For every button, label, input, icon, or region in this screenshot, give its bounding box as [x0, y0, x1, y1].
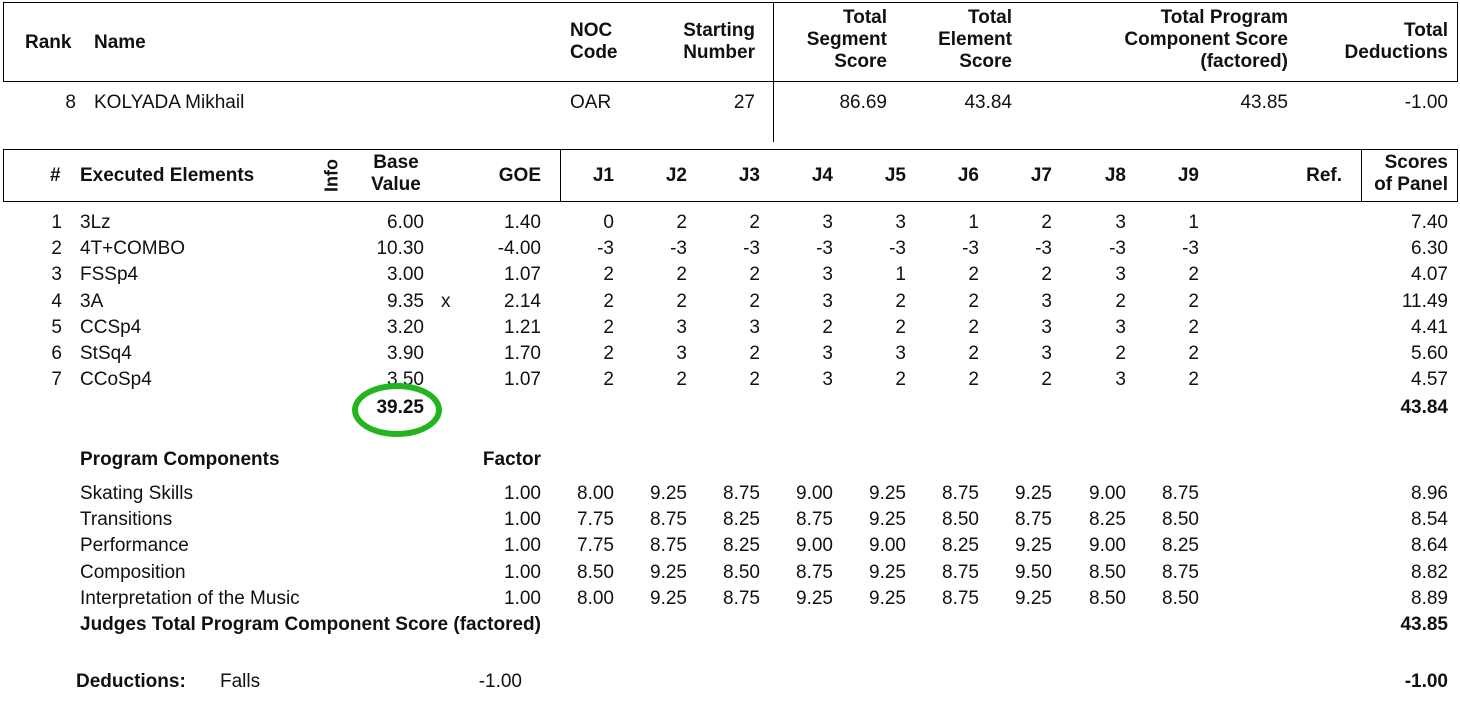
component-judge-score: 7.75 [577, 535, 614, 556]
component-panel-score: 8.54 [1411, 509, 1448, 530]
element-name: CCoSp4 [80, 369, 152, 390]
header-total-element-score: Total Element Score [938, 7, 1012, 72]
element-judge-score: 2 [1041, 264, 1052, 285]
element-judge-score: 2 [603, 343, 614, 364]
component-judge-score: 7.75 [577, 509, 614, 530]
element-judge-score: 3 [1041, 291, 1052, 312]
component-judge-score: 9.00 [1089, 535, 1126, 556]
component-name: Interpretation of the Music [80, 588, 300, 609]
header-judge-3: J3 [738, 165, 760, 186]
element-judge-score: 2 [822, 317, 833, 338]
element-judge-score: -3 [962, 238, 979, 259]
element-base-value: 3.90 [387, 343, 424, 364]
component-judge-score: 8.25 [723, 509, 760, 530]
element-judge-score: 2 [1188, 291, 1199, 312]
element-judge-score: 2 [1115, 343, 1126, 364]
element-goe: 1.07 [504, 369, 541, 390]
header-goe: GOE [498, 165, 541, 186]
element-judge-score: 2 [968, 343, 979, 364]
factor-heading: Factor [482, 449, 541, 470]
element-judge-score: 3 [895, 212, 906, 233]
element-judge-score: -3 [1109, 238, 1126, 259]
component-judge-score: 9.25 [869, 588, 906, 609]
component-judge-score: 9.25 [1015, 483, 1052, 504]
component-judge-score: 8.75 [1015, 509, 1052, 530]
component-judge-score: 8.50 [1162, 588, 1199, 609]
skater-name: KOLYADA Mikhail [94, 92, 245, 113]
component-judge-score: 8.25 [1162, 535, 1199, 556]
element-judge-score: 2 [676, 291, 687, 312]
component-panel-score: 8.96 [1411, 483, 1448, 504]
element-base-value: 6.00 [387, 212, 424, 233]
element-judge-score: 2 [968, 264, 979, 285]
element-judge-score: 2 [749, 291, 760, 312]
element-base-value: 10.30 [376, 238, 424, 259]
header-judge-7: J7 [1030, 165, 1052, 186]
component-judge-score: 9.25 [650, 483, 687, 504]
element-judge-score: 2 [1115, 291, 1126, 312]
component-judge-score: 8.75 [1162, 562, 1199, 583]
component-judge-score: 8.25 [723, 535, 760, 556]
element-judge-score: 2 [749, 369, 760, 390]
element-judge-score: 2 [603, 317, 614, 338]
elements-total-base: 39.25 [376, 397, 424, 418]
element-judge-score: 1 [1188, 212, 1199, 233]
element-judge-score: 3 [822, 264, 833, 285]
deductions-type: Falls [220, 671, 261, 692]
element-panel-score: 6.30 [1411, 238, 1448, 259]
element-number: 4 [51, 291, 62, 312]
component-factor: 1.00 [504, 509, 541, 530]
header-judge-9: J9 [1177, 165, 1199, 186]
element-number: 1 [51, 212, 62, 233]
element-judge-score: 3 [822, 291, 833, 312]
component-judge-score: 8.75 [723, 483, 760, 504]
header-judge-1: J1 [592, 165, 614, 186]
element-judge-score: 2 [749, 264, 760, 285]
component-judge-score: 8.75 [1162, 483, 1199, 504]
element-number: 2 [51, 238, 62, 259]
element-judge-score: 3 [822, 369, 833, 390]
component-judge-score: 8.25 [1089, 509, 1126, 530]
component-judge-score: 9.25 [796, 588, 833, 609]
component-judge-score: 9.00 [869, 535, 906, 556]
component-judge-score: 8.75 [942, 562, 979, 583]
component-factor: 1.00 [504, 588, 541, 609]
element-judge-score: -3 [816, 238, 833, 259]
element-goe: 1.21 [504, 317, 541, 338]
element-number: 7 [51, 369, 62, 390]
component-judge-score: 8.50 [1089, 588, 1126, 609]
element-judge-score: 3 [1115, 264, 1126, 285]
element-judge-score: -3 [743, 238, 760, 259]
element-base-value: 3.20 [387, 317, 424, 338]
element-judge-score: 2 [1188, 369, 1199, 390]
component-judge-score: 9.25 [650, 562, 687, 583]
component-panel-score: 8.64 [1411, 535, 1448, 556]
element-name: CCSp4 [80, 317, 142, 338]
program-components-heading: Program Components [80, 449, 280, 470]
elements-header-divider-goe [560, 149, 561, 202]
element-judge-score: 2 [603, 369, 614, 390]
deductions-value: -1.00 [478, 671, 522, 692]
element-name: FSSp4 [80, 264, 139, 285]
element-goe: -4.00 [497, 238, 541, 259]
element-judge-score: 3 [1115, 317, 1126, 338]
element-judge-score: 2 [1188, 264, 1199, 285]
skater-noc: OAR [570, 92, 612, 113]
skater-rank: 8 [65, 92, 76, 113]
element-goe: 1.07 [504, 264, 541, 285]
header-info: Info [321, 159, 342, 192]
element-judge-score: 2 [1188, 317, 1199, 338]
element-name: 3Lz [80, 212, 111, 233]
skater-starting-number: 27 [733, 92, 755, 113]
header-ref: Ref. [1306, 165, 1342, 186]
component-judge-score: 8.50 [1089, 562, 1126, 583]
component-factor: 1.00 [504, 483, 541, 504]
component-factor: 1.00 [504, 535, 541, 556]
element-judge-score: 3 [749, 317, 760, 338]
element-judge-score: 2 [603, 264, 614, 285]
element-name: 3A [80, 291, 104, 312]
pcs-total-value: 43.85 [1400, 614, 1448, 635]
component-panel-score: 8.82 [1411, 562, 1448, 583]
element-judge-score: 2 [895, 291, 906, 312]
element-number: 5 [51, 317, 62, 338]
element-goe: 1.70 [504, 343, 541, 364]
element-judge-score: 3 [822, 343, 833, 364]
element-panel-score: 4.57 [1411, 369, 1448, 390]
component-judge-score: 8.75 [723, 588, 760, 609]
element-panel-score: 5.60 [1411, 343, 1448, 364]
skater-total-element-score: 43.84 [964, 92, 1012, 113]
element-judge-score: 2 [968, 317, 979, 338]
element-judge-score: 2 [676, 212, 687, 233]
element-info: x [441, 291, 451, 312]
component-judge-score: 8.75 [796, 562, 833, 583]
element-judge-score: -3 [1182, 238, 1199, 259]
component-judge-score: 8.75 [650, 509, 687, 530]
element-judge-score: -3 [1035, 238, 1052, 259]
component-judge-score: 9.00 [796, 535, 833, 556]
skater-total-pcs: 43.85 [1240, 92, 1288, 113]
element-panel-score: 11.49 [1401, 291, 1448, 312]
element-judge-score: 2 [968, 369, 979, 390]
header-judge-5: J5 [884, 165, 906, 186]
element-judge-score: 1 [895, 264, 906, 285]
skater-total-deductions: -1.00 [1404, 92, 1448, 113]
component-name: Composition [80, 562, 186, 583]
header-total-pcs: Total Program Component Score (factored) [1124, 7, 1288, 72]
element-judge-score: 2 [968, 291, 979, 312]
header-total-segment-score: Total Segment Score [806, 7, 887, 72]
deductions-label: Deductions: [76, 671, 186, 692]
element-judge-score: 3 [1041, 317, 1052, 338]
component-judge-score: 8.50 [577, 562, 614, 583]
component-judge-score: 9.00 [796, 483, 833, 504]
element-judge-score: 3 [895, 343, 906, 364]
element-judge-score: 3 [676, 317, 687, 338]
element-judge-score: 2 [1188, 343, 1199, 364]
element-judge-score: 3 [1041, 343, 1052, 364]
element-base-value: 3.50 [387, 369, 424, 390]
header-element-number: # [50, 165, 61, 186]
component-judge-score: 9.50 [1015, 562, 1052, 583]
component-judge-score: 8.00 [577, 588, 614, 609]
element-judge-score: 2 [676, 369, 687, 390]
component-judge-score: 9.00 [1089, 483, 1126, 504]
element-judge-score: 2 [1041, 369, 1052, 390]
element-judge-score: 2 [895, 317, 906, 338]
header-judge-6: J6 [957, 165, 979, 186]
element-number: 3 [51, 264, 62, 285]
element-name: StSq4 [80, 343, 132, 364]
component-judge-score: 8.75 [796, 509, 833, 530]
component-judge-score: 8.50 [1162, 509, 1199, 530]
element-judge-score: 3 [822, 212, 833, 233]
component-judge-score: 8.75 [942, 588, 979, 609]
component-name: Performance [80, 535, 189, 556]
component-judge-score: 8.75 [650, 535, 687, 556]
header-scores-of-panel: Scores of Panel [1374, 152, 1448, 195]
element-judge-score: -3 [889, 238, 906, 259]
header-noc-code: NOC Code [570, 20, 618, 63]
component-judge-score: 8.25 [942, 535, 979, 556]
skater-total-segment-score: 86.69 [839, 92, 887, 113]
component-judge-score: 9.25 [650, 588, 687, 609]
header-name: Name [94, 32, 146, 53]
element-number: 6 [51, 343, 62, 364]
component-judge-score: 8.75 [942, 483, 979, 504]
element-judge-score: -3 [597, 238, 614, 259]
element-base-value: 3.00 [387, 264, 424, 285]
component-panel-score: 8.89 [1411, 588, 1448, 609]
element-panel-score: 4.07 [1411, 264, 1448, 285]
component-judge-score: 9.25 [869, 562, 906, 583]
component-judge-score: 9.25 [869, 509, 906, 530]
element-base-value: 9.35 [387, 291, 424, 312]
component-judge-score: 8.00 [577, 483, 614, 504]
component-name: Skating Skills [80, 483, 193, 504]
component-judge-score: 9.25 [869, 483, 906, 504]
element-panel-score: 4.41 [1411, 317, 1448, 338]
element-judge-score: 2 [749, 343, 760, 364]
element-name: 4T+COMBO [80, 238, 186, 259]
element-judge-score: 3 [1115, 212, 1126, 233]
header-rank: Rank [25, 32, 72, 53]
component-judge-score: 8.50 [942, 509, 979, 530]
element-judge-score: 1 [968, 212, 979, 233]
element-judge-score: 2 [676, 264, 687, 285]
element-judge-score: 0 [603, 212, 614, 233]
header-judge-2: J2 [665, 165, 687, 186]
header-total-deductions: Total Deductions [1344, 20, 1448, 63]
element-judge-score: 2 [603, 291, 614, 312]
header-judge-8: J8 [1104, 165, 1126, 186]
pcs-total-label: Judges Total Program Component Score (factored) [80, 614, 541, 635]
component-judge-score: 8.50 [723, 562, 760, 583]
element-judge-score: 3 [1115, 369, 1126, 390]
element-goe: 2.14 [504, 291, 541, 312]
element-judge-score: 2 [749, 212, 760, 233]
component-judge-score: 9.25 [1015, 588, 1052, 609]
deductions-total: -1.00 [1404, 671, 1448, 692]
component-factor: 1.00 [504, 562, 541, 583]
element-goe: 1.40 [504, 212, 541, 233]
element-judge-score: -3 [670, 238, 687, 259]
elements-total-score: 43.84 [1400, 397, 1448, 418]
header-starting-number: Starting Number [683, 20, 755, 63]
element-panel-score: 7.40 [1411, 212, 1448, 233]
element-judge-score: 2 [1041, 212, 1052, 233]
header-executed-elements: Executed Elements [80, 165, 255, 186]
header-judge-4: J4 [811, 165, 833, 186]
elements-header-divider-panel [1361, 149, 1362, 202]
component-judge-score: 9.25 [1015, 535, 1052, 556]
element-judge-score: 2 [895, 369, 906, 390]
header-base-value: Base Value [371, 152, 421, 195]
element-judge-score: 3 [676, 343, 687, 364]
component-name: Transitions [80, 509, 173, 530]
